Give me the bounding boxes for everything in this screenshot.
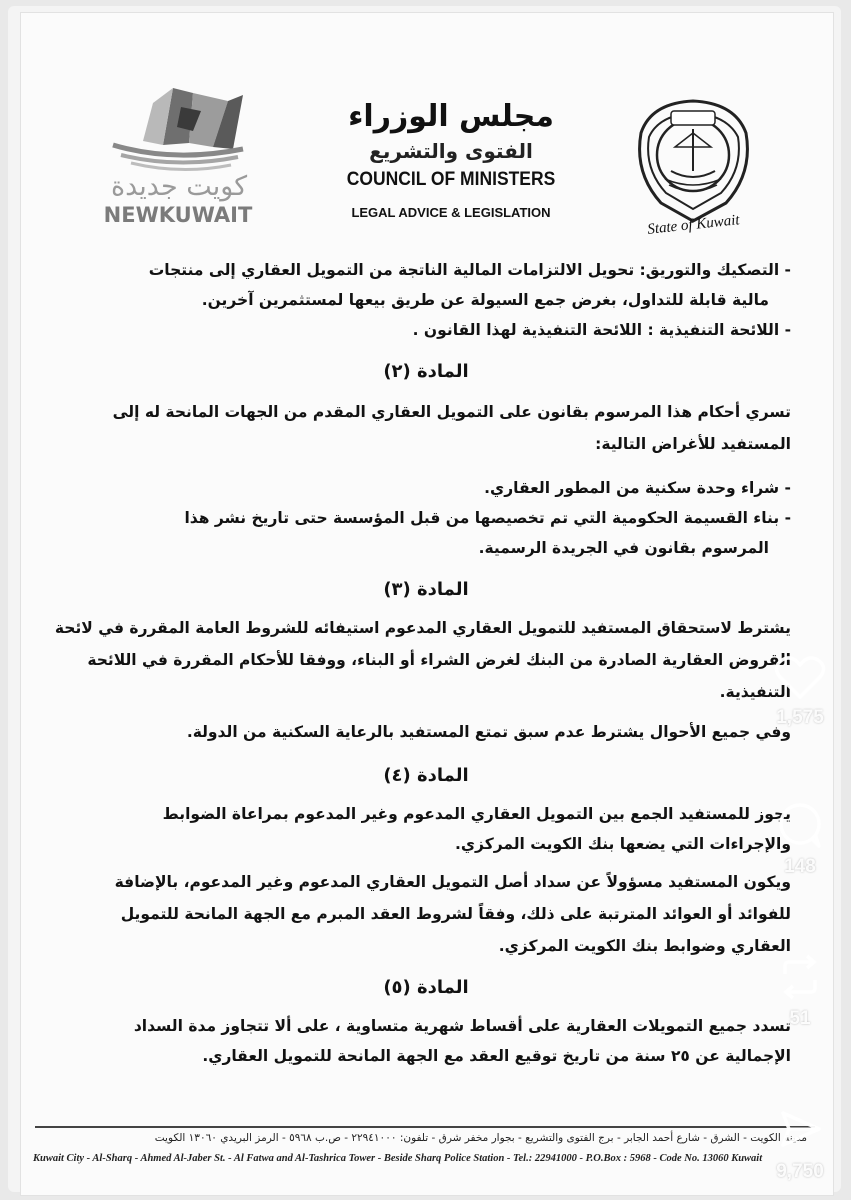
comment-control[interactable] [765,800,835,878]
dhow-sail-icon [93,83,258,173]
article-title: المادة (٣) [383,579,469,600]
article-line: التنفيذية. [719,683,791,701]
heart-icon[interactable] [774,655,826,701]
article-line: - بناء القسيمة الحكومية التي تم تخصيصها من قبل المؤسسة حتى تاريخ نشر هذا [184,509,791,527]
article-line: الإجمالية عن ٢٥ سنة من تاريخ توقيع العقد مع الجهة المانحة للتمويل العقاري. [202,1047,791,1065]
kuwait-emblem [631,93,756,243]
letterhead [21,13,833,243]
comment-bubble-icon[interactable] [775,800,825,850]
article-title: المادة (٤) [383,765,469,786]
new-kuwait-logo [93,83,258,233]
logo-arabic-text: كويت جديدة [110,171,248,202]
council-title-ar: مجلس الوزراء [348,99,554,134]
repost-count: 51 [789,1008,811,1029]
council-title-en: COUNCIL OF MINISTERS [346,169,556,190]
article-line: وفي جميع الأحوال يشترط عدم سبق تمتع المستفيد بالرعاية السكنية من الدولة. [186,723,791,741]
share-send-icon[interactable] [775,1105,825,1155]
legal-title-ar: الفتوى والتشريع [369,139,533,163]
repost-control[interactable] [765,952,835,1030]
definition-line: - اللائحة التنفيذية : اللائحة التنفيذية لهذا القانون . [412,321,791,339]
article-line: المرسوم بقانون في الجريدة الرسمية. [478,539,769,557]
council-title-block [296,99,606,220]
article-title: المادة (٢) [383,361,469,382]
footer-address-en: Kuwait City - Al-Sharq - Ahmed Al-Jaber St. - Al Fatwa and Al-Tashrica Tower - Beside Sharq Police Station - Tel.: 22941000 - P.O.Box : 5968 - Code No. 13060 Kuwait [33,1153,763,1164]
emblem-state-text: State of Kuwait [646,212,741,238]
article-line: والإجراءات التي يضعها بنك الكويت المركزي. [454,835,791,853]
article-line: يجوز للمستفيد الجمع بين التمويل العقاري المدعوم وغير المدعوم بمراعاة الضوابط [162,805,791,823]
logo-english-text: NEWKUWAIT [103,203,253,227]
article-line: للفوائد أو العوائد المترتبة على ذلك، وفقاً لشروط العقد المبرم مع الجهة المانحة للتمويل [120,905,791,923]
article-line: تسدد جميع التمويلات العقارية على أقساط شهرية متساوية ، على ألا تتجاوز مدة السداد [133,1017,791,1035]
article-line: المستفيد للأغراض التالية: [595,435,791,453]
like-count: 1,575 [776,707,824,728]
footer-divider [35,1126,815,1128]
article-line: العقاري وضوابط بنك الكويت المركزي. [498,937,791,955]
footer-address-ar: مدينة الكويت - الشرق - شارع أحمد الجابر - برج الفتوى والتشريع - بجوار مخفر شرق - تلفون: ٢٢٩٤١٠٠٠ - ص.ب ٥٩٦٨ - الرمز البريدي ١٣٠٦٠ الكويت [154,1132,807,1144]
article-line: يشترط لاستحقاق المستفيد للتمويل العقاري المدعوم استيفائه للشروط العامة المقررة في لائحة [54,619,791,637]
share-control[interactable] [765,1105,835,1183]
comment-count: 148 [784,856,816,877]
like-control[interactable] [765,655,835,729]
article-line: ويكون المستفيد مسؤولاً عن سداد أصل التمويل العقاري المدعوم وغير المدعوم، بالإضافة [114,873,791,891]
repost-arrows-icon[interactable] [775,952,825,1002]
article-title: المادة (٥) [383,977,469,998]
falcon-emblem-icon [631,93,756,223]
article-line: القروض العقارية الصادرة من البنك لغرض الشراء أو البناء، ووفقا للأحكام المقررة في اللائحة [87,651,791,669]
share-count: 9,750 [776,1161,824,1182]
article-line: تسري أحكام هذا المرسوم بقانون على التمويل العقاري المقدم من الجهات المانحة له إلى [112,403,791,421]
definition-line: - التصكيك والتوريق: تحويل الالتزامات المالية الناتجة من التمويل العقاري إلى منتجات [148,261,791,279]
document-page [20,12,834,1196]
legal-title-en: LEGAL ADVICE & LEGISLATION [351,205,551,220]
article-line: - شراء وحدة سكنية من المطور العقاري. [484,479,791,497]
definition-line: مالية قابلة للتداول، بغرض جمع السيولة عن طريق بيعها لمستثمرين آخرين. [201,291,769,309]
